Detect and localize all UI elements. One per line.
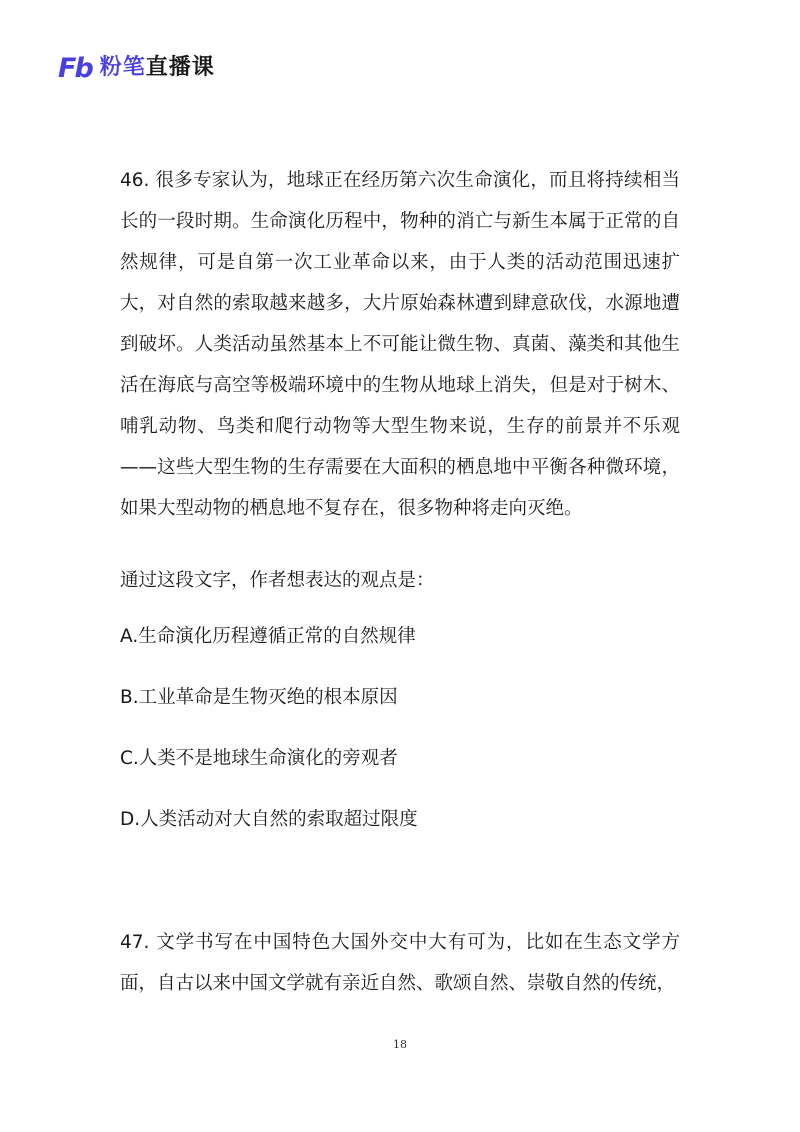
- brand-name-part1: 粉笔: [99, 55, 146, 80]
- question-47: [120, 922, 680, 1004]
- fb-logo-icon: Fb: [58, 52, 92, 84]
- option-a: A.生命演化历程遵循正常的自然规律: [120, 626, 416, 647]
- question-46-stem: 46. 很多专家认为，地球正在经历第六次生命演化，而且将持续相当长的一段时期。生命演化历程中，物种的消亡与新生本属于正常的自然规律，可是自第一次工业革命以来，由于人类的活动范围迅速扩大，对自然的索取越来越多，大片原始森林遭到肆意砍伐，水源地遭到破坏。人类活动虽然基本上不可能让微生物、真菌、藻类和其他生活在海底与高空等极端环境中的生物从地球上消失，但是对于树木、哺乳动物、鸟类和爬行动物等大型生物来说，生存的前景并不乐观——这些大型生物的生存需要在大面积的栖息地中平衡各种微环境，如果大型动物的栖息地不复存在，很多物种将走向灭绝。: [120, 170, 680, 519]
- question-46-prompt: 通过这段文字，作者想表达的观点是：: [120, 570, 435, 591]
- option-d: D.人类活动对大自然的索取超过限度: [120, 809, 418, 830]
- brand-name: [100, 57, 215, 79]
- option-c: C.人类不是地球生命演化的旁观者: [120, 748, 398, 769]
- question-46: [120, 160, 680, 529]
- question-47-stem: 47. 文学书写在中国特色大国外交中大有可为，比如在生态文学方面，自古以来中国文学就有亲近自然、歌颂自然、崇敬自然的传统，: [120, 932, 680, 994]
- brand-logo: [58, 50, 215, 86]
- brand-name-part2: 直播课: [145, 55, 215, 80]
- page-number: 18: [393, 1038, 407, 1051]
- option-b: B.工业革命是生物灭绝的根本原因: [120, 687, 398, 708]
